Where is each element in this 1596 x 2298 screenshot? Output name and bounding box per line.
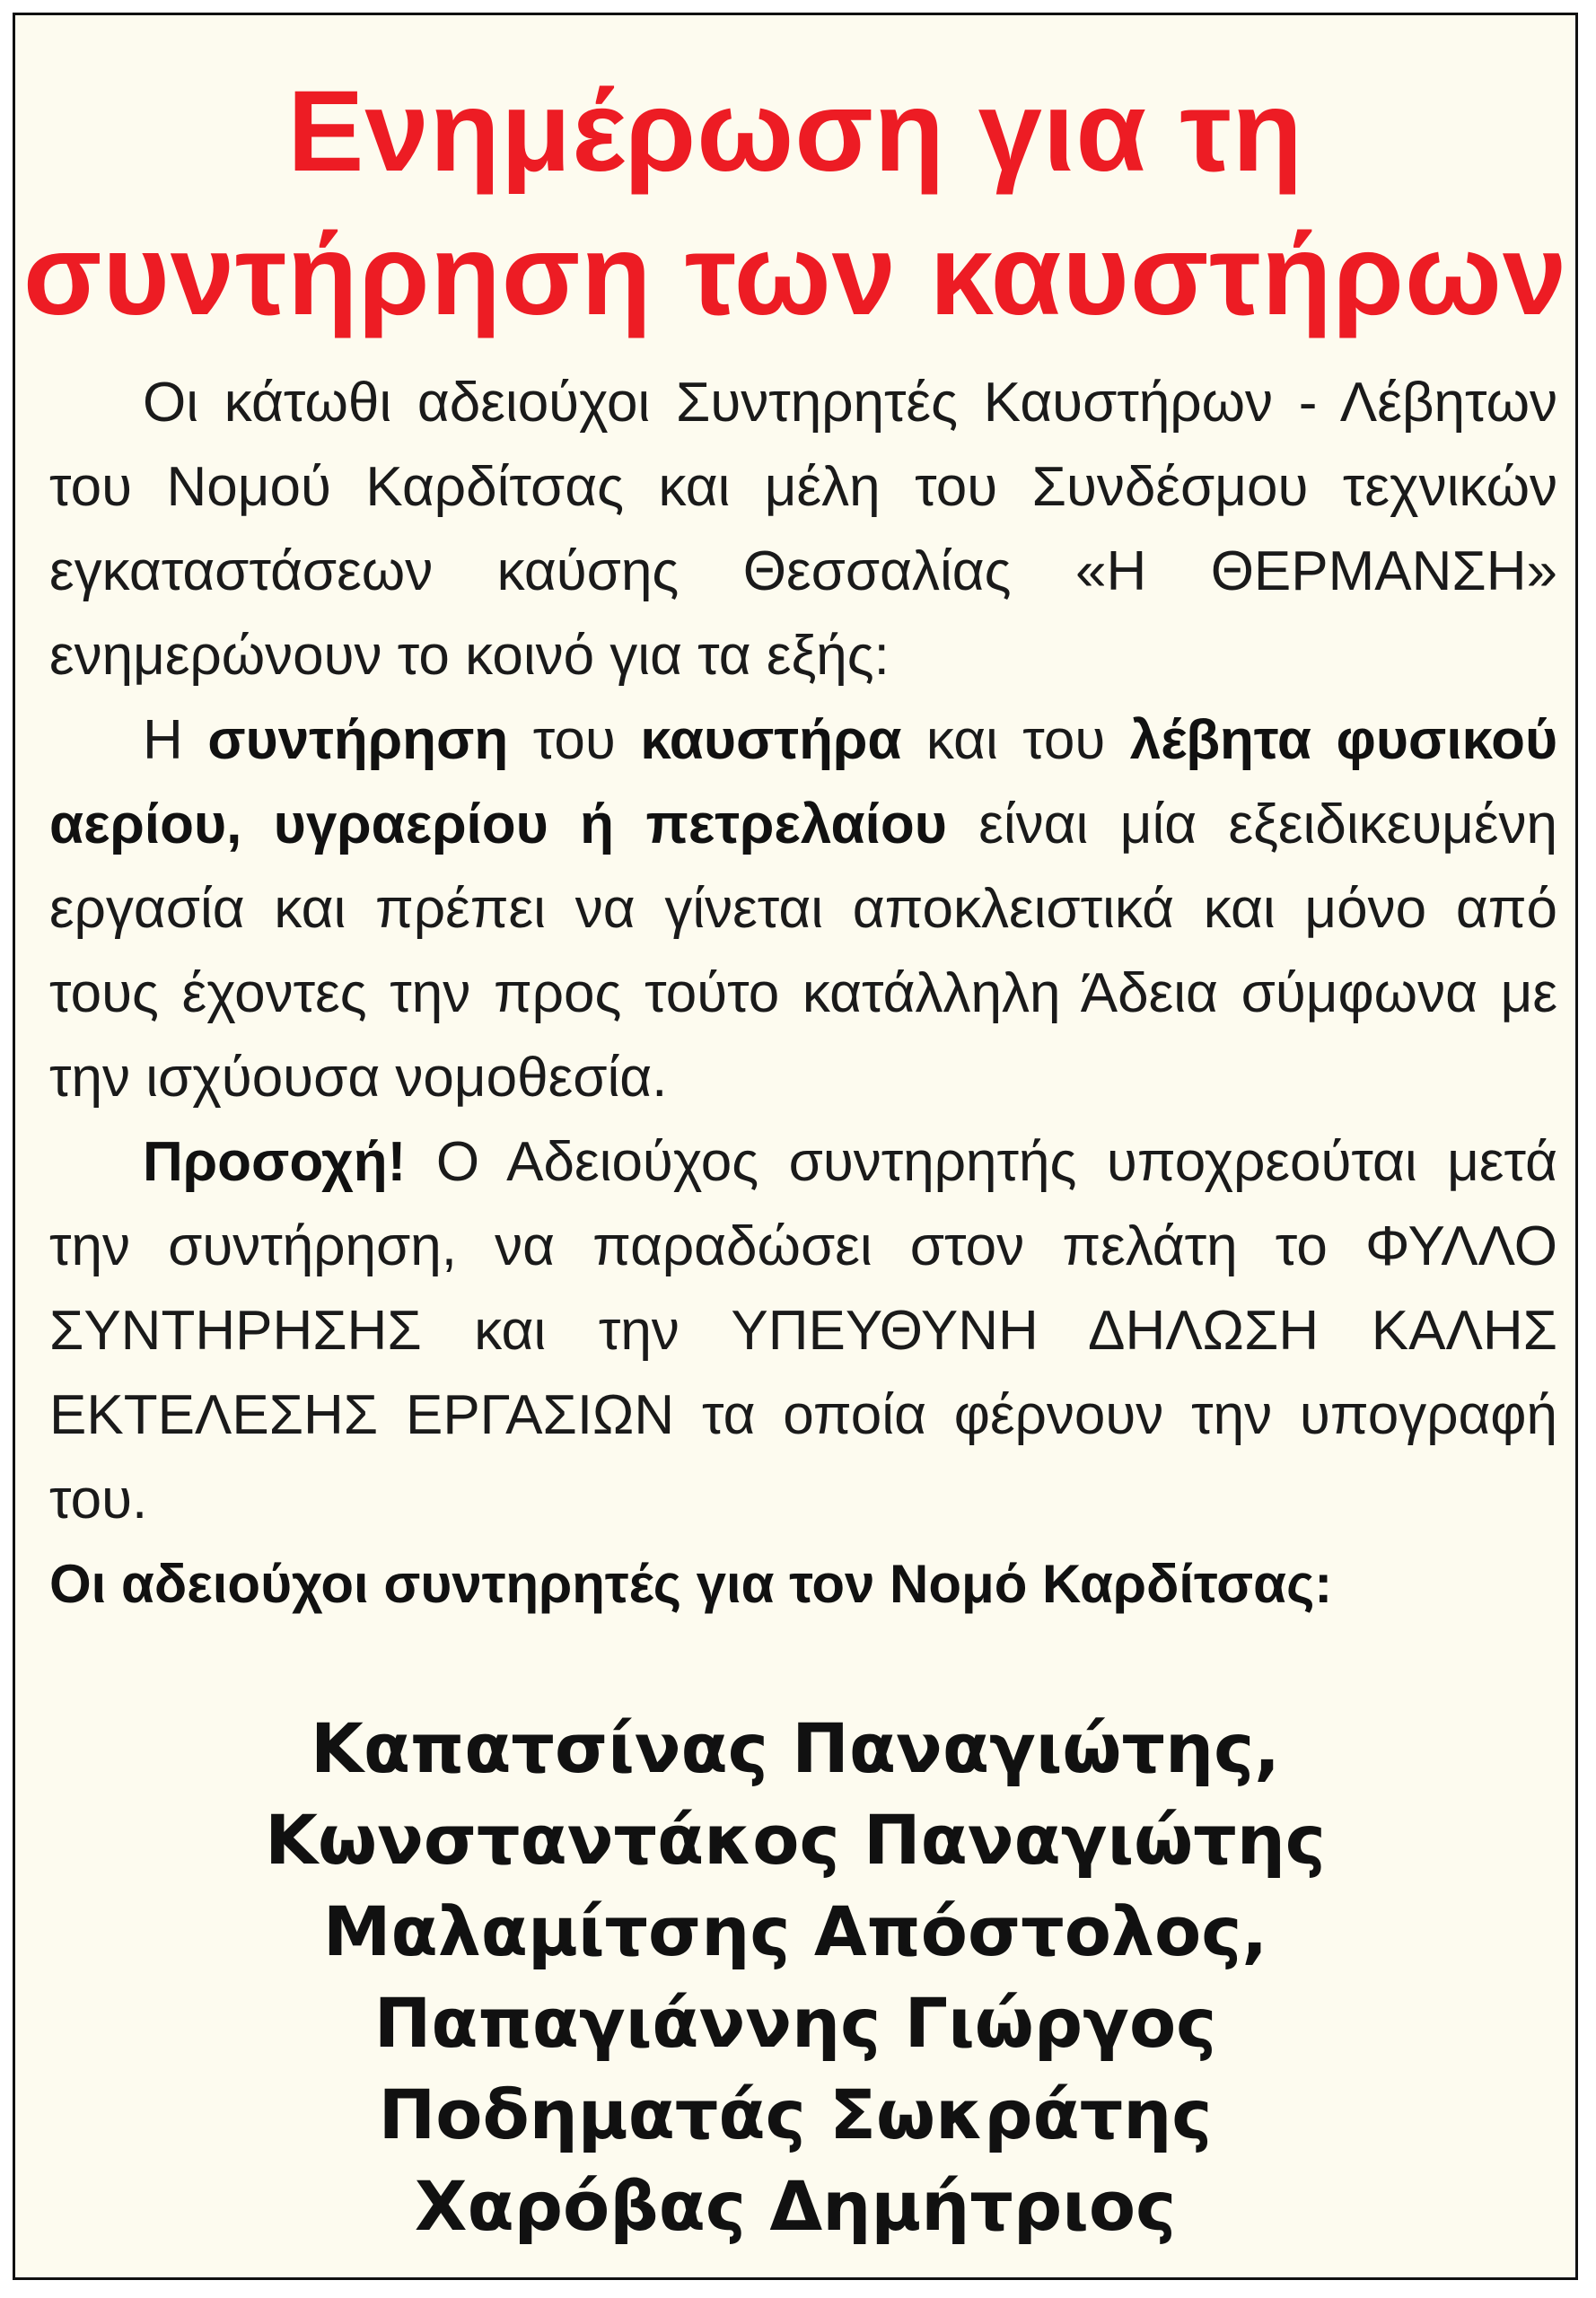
attention-label: Προσοχή! <box>143 1131 407 1193</box>
para2-text-3: και του <box>901 709 1130 771</box>
attention-paragraph <box>49 1120 1557 1542</box>
maintenance-paragraph <box>49 698 1557 1120</box>
para2-text-1: Η <box>143 709 208 771</box>
intro-paragraph: Οι κάτωθι αδειούχοι Συντηρητές Καυστήρων - Λέβητων του Νομού Καρδίτσας και μέλη του Συνδέσμου τεχνικών εγκαταστάσεων καύσης Θεσσαλίας «Η ΘΕΡΜΑΝΣΗ» ενημερώνουν το κοινό για τα εξής: <box>49 372 1557 687</box>
technician-name: Κωνσταντάκος Παναγιώτης <box>265 1800 1326 1880</box>
announcement-title <box>15 60 1575 347</box>
announcement-body <box>49 361 1557 1627</box>
title-line-1: Ενημέρωση για τη <box>287 67 1303 196</box>
technician-name: Χαρόβας Δημήτριος <box>414 2166 1177 2246</box>
para2-bold-burner: καυστήρα <box>640 709 902 771</box>
announcement-frame <box>13 13 1578 2280</box>
para2-bold-boiler: λέβητα φυσικού αερίου, υγραερίου ή πετρελαίου <box>49 709 1558 855</box>
technician-name: Ποδηματάς Σωκράτης <box>378 2074 1213 2154</box>
para2-text-2: του <box>508 709 641 771</box>
technician-name: Καπατσίνας Παναγιώτης, <box>311 1708 1280 1788</box>
para2-bold-maintenance: συντήρηση <box>207 709 509 771</box>
para2-text-4: είναι μία εξειδικευμένη εργασία και πρέπει να γίνεται αποκλειστικά και μόνο από τους έχοντες την προς τούτο κατάλληλη Άδεια σύμφωνα με την ισχύουσα νομοθεσία. <box>49 794 1557 1109</box>
technician-name: Παπαγιάννης Γιώργος <box>373 1983 1217 2063</box>
licensed-technicians-heading: Οι αδειούχοι συντηρητές για τον Νομό Καρδίτσας: <box>49 1554 1333 1614</box>
attention-text: Ο Αδειούχος συντηρητής υποχρεούται μετά την συντήρηση, να παραδώσει στον πελάτη το ΦΥΛΛΟ ΣΥΝΤΗΡΗΣΗΣ και την ΥΠΕΥΘΥΝΗ ΔΗΛΩΣΗ ΚΑΛΗΣ ΕΚΤΕΛΕΣΗΣ ΕΡΓΑΣΙΩΝ τα οποία φέρνουν την υπογραφή του. <box>49 1131 1557 1531</box>
title-line-2: συντήρηση των καυστήρων <box>22 211 1568 339</box>
technician-name: Μαλαμίτσης Απόστολος, <box>322 1891 1268 1971</box>
technician-names <box>15 1703 1575 2252</box>
